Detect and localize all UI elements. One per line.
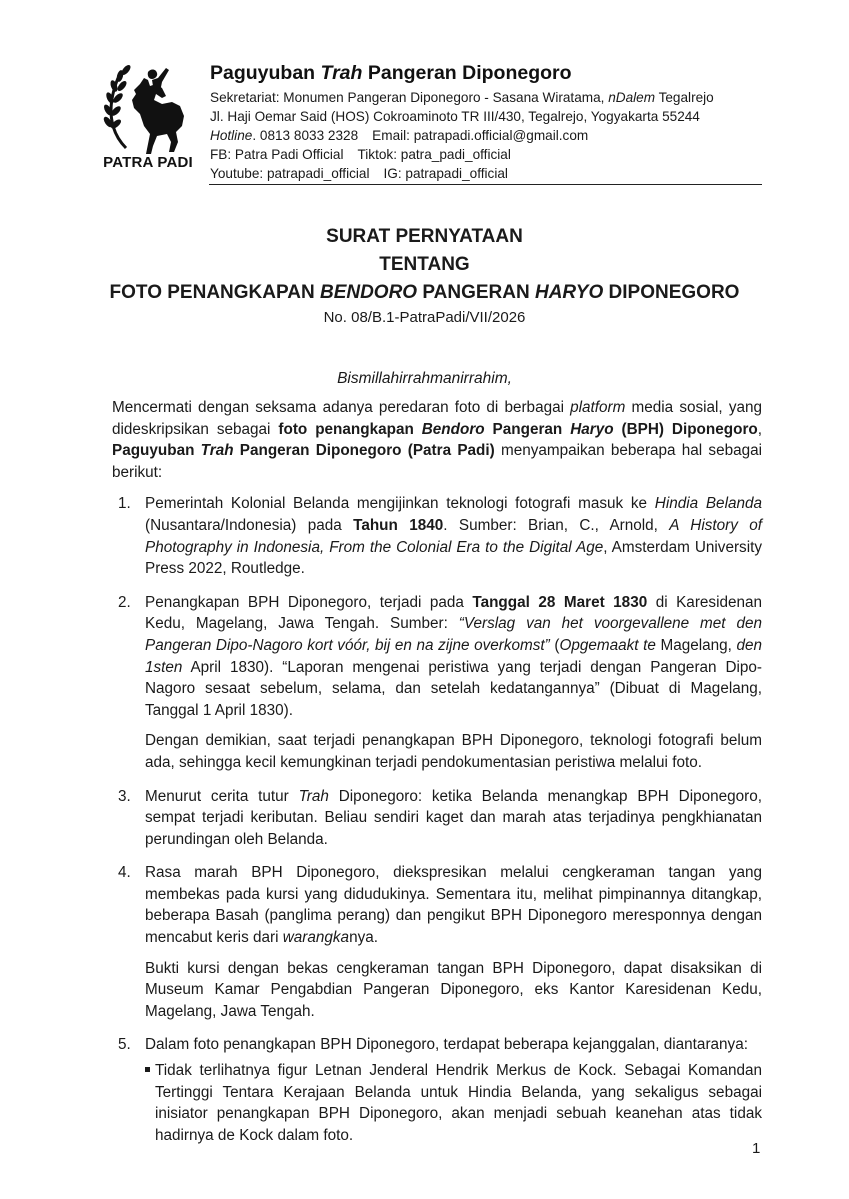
item-text: di Karesidenan Kedu, Magelang, Jawa Tengah. Sumber: bbox=[145, 593, 763, 633]
intro-text: Haryo bbox=[570, 420, 614, 438]
letterhead-divider bbox=[209, 184, 762, 185]
secretariat-text: Tegalrejo bbox=[655, 90, 714, 105]
title-line-2: TENTANG bbox=[379, 254, 470, 275]
hotline-label: Hotline bbox=[210, 128, 253, 143]
intro-text: Paguyuban bbox=[112, 442, 201, 460]
intro-text: Pangeran Diponegoro (Patra Padi) bbox=[233, 442, 495, 460]
item-text: Pemerintah Kolonial Belanda mengijinkan teknologi fotografi masuk ke bbox=[145, 495, 655, 513]
item-text: Tanggal 28 Maret 1830 bbox=[472, 593, 648, 611]
item-number: 5. bbox=[118, 1036, 131, 1054]
secretariat-line bbox=[210, 88, 770, 107]
intro-text: foto penangkapan bbox=[278, 420, 422, 438]
youtube-handle: Youtube: patrapadi_official bbox=[210, 166, 370, 181]
title-line-3 bbox=[0, 279, 849, 307]
item-number: 3. bbox=[118, 787, 131, 805]
sub-bullet-list bbox=[145, 1060, 762, 1146]
statement-list bbox=[112, 493, 762, 1146]
intro-text: , bbox=[757, 420, 762, 438]
intro-text: menyampaikan beberapa hal sebagai berikut: bbox=[112, 442, 762, 481]
item-text: Hindia Belanda bbox=[654, 495, 762, 513]
facebook-handle: FB: Patra Padi Official bbox=[210, 147, 344, 162]
item-text: warangka bbox=[282, 929, 350, 947]
item-text: “Verslag van het voorgevallene met den Pangeran Dipo-Nagoro kort vóór, bij en na zijne overkomst” bbox=[145, 615, 762, 654]
item-text: nya. bbox=[349, 929, 378, 947]
tiktok-handle: Tiktok: patra_padi_official bbox=[357, 147, 511, 162]
item-number: 2. bbox=[118, 593, 131, 611]
item-text: Menurut cerita tutur bbox=[145, 787, 299, 805]
item-text: Magelang, bbox=[655, 636, 737, 654]
document-title bbox=[0, 223, 849, 329]
item-text: April 1830). “Laporan mengenai peristiwa yang terjadi dengan Pangeran Dipo-Nagoro sesaat sebelum, selama, dan setelah kedatangannya” (Dibuat di Magelang, Tanggal 1 April 1830). bbox=[145, 658, 762, 719]
letterhead bbox=[210, 61, 770, 183]
document-number: No. 08/B.1-PatraPadi/VII/2026 bbox=[323, 309, 526, 326]
list-item bbox=[112, 862, 762, 1022]
logo-wordmark: PATRA PADI bbox=[103, 154, 193, 171]
item-text: Diponegoro: ketika Belanda menangkap BPH Diponegoro, sempat terjadi keributan. Beliau sendiri kaget dan marah atas terjadinya pengkhianatan perundingan oleh Belanda. bbox=[145, 787, 762, 848]
org-name-part: Pangeran Diponegoro bbox=[362, 62, 572, 84]
intro-bold bbox=[112, 442, 495, 459]
social-line-2 bbox=[210, 164, 770, 183]
bullet-text: Tidak terlihatnya figur Letnan Jenderal Hendrik Merkus de Kock. Sebagai Komandan Tertinggi Tentara Kerajaan Belanda untuk Hindia Belanda, yang sekaligus sebagai inisiator penangkapan BPH Diponegoro, akan menjadi sebuah keanehan atas tidak hadirnya de Kock dalam foto. bbox=[155, 1062, 762, 1144]
intro-text: Mencermati dengan seksama adanya peredaran foto di berbagai bbox=[112, 399, 571, 416]
secretariat-ndalem: nDalem bbox=[608, 90, 656, 105]
item-text: . Sumber: Brian, C., Arnold, bbox=[443, 516, 670, 534]
org-name-trah: Trah bbox=[320, 62, 363, 84]
intro-text: (BPH) Diponegoro bbox=[613, 420, 758, 438]
instagram-handle: IG: patrapadi_official bbox=[383, 166, 508, 181]
item-text: Opgemaakt te bbox=[559, 636, 656, 654]
org-name-part: Paguyuban bbox=[210, 62, 321, 84]
item-text: ( bbox=[549, 636, 560, 654]
item-number: 1. bbox=[118, 495, 131, 513]
intro-text: Bendoro bbox=[421, 420, 485, 438]
rider-rice-emblem bbox=[96, 62, 200, 154]
contact-line bbox=[210, 126, 770, 145]
title-line-1: SURAT PERNYATAAN bbox=[326, 226, 523, 247]
list-item bbox=[112, 1034, 762, 1146]
item-number: 4. bbox=[118, 864, 131, 882]
title-part: FOTO PENANGKAPAN bbox=[109, 282, 320, 303]
email-address: Email: patrapadi.official@gmail.com bbox=[372, 128, 589, 143]
organization-name bbox=[210, 61, 770, 85]
item-text: A History of Photography in Indonesia, From the Colonial Era to the Digital Age bbox=[145, 516, 762, 556]
address-line: Jl. Haji Oemar Said (HOS) Cokroaminoto TR III/430, Tegalrejo, Yogyakarta 55244 bbox=[210, 109, 700, 124]
intro-paragraph bbox=[112, 397, 762, 483]
intro-text: platform bbox=[570, 399, 626, 416]
item-text: Penangkapan BPH Diponegoro, terjadi pada bbox=[145, 593, 473, 611]
item-text: Tahun 1840 bbox=[353, 516, 444, 534]
item-text: Trah bbox=[298, 787, 329, 805]
hotline-number: . 0813 8033 2328 bbox=[252, 128, 359, 143]
page-number: 1 bbox=[752, 1140, 761, 1157]
bullet-item bbox=[145, 1060, 762, 1146]
item-text: Rasa marah BPH Diponegoro, diekspresikan melalui cengkeraman tangan yang membekas pada kursi yang didudukinya. Sementara itu, melihat pimpinannya ditangkap, beberapa Basah (panglima perang) dan pengikut BPH Diponegoro meresponnya dengan mencabut keris dari bbox=[145, 864, 762, 947]
title-part: DIPONEGORO bbox=[603, 282, 740, 303]
title-part: HARYO bbox=[534, 282, 604, 303]
list-item bbox=[112, 493, 762, 579]
item-continuation: Bukti kursi dengan bekas cengkeraman tangan BPH Diponegoro, dapat disaksikan di Museum Kamar Pengabdian Pangeran Diponegoro, eks Kantor Karesidenan Kedu, Magelang, Jawa Tengah. bbox=[145, 959, 762, 1020]
intro-text: media sosial, yang dideskripsikan sebagai bbox=[112, 399, 762, 438]
secretariat-text: Sekretariat: Monumen Pangeran Diponegoro - Sasana Wiratama, bbox=[210, 90, 609, 105]
intro-text: Pangeran bbox=[484, 420, 571, 438]
list-item bbox=[112, 786, 762, 851]
item-text: den 1sten bbox=[145, 636, 762, 676]
document-body bbox=[112, 397, 762, 1158]
list-item bbox=[112, 592, 762, 774]
intro-bold bbox=[278, 421, 757, 438]
item-text: Dalam foto penangkapan BPH Diponegoro, terdapat beberapa kejanggalan, diantaranya: bbox=[145, 1036, 748, 1054]
item-text: (Nusantara/Indonesia) pada bbox=[145, 516, 354, 534]
title-part: BENDORO bbox=[319, 282, 418, 303]
square-bullet-icon bbox=[145, 1067, 150, 1072]
patra-padi-logo bbox=[96, 62, 200, 178]
item-continuation: Dengan demikian, saat terjadi penangkapan BPH Diponegoro, teknologi fotografi belum ada, sehingga kecil kemungkinan terjadi pendokumentasian peristiwa melalui foto. bbox=[145, 732, 762, 771]
intro-text: Trah bbox=[200, 442, 234, 460]
item-text: , Amsterdam University Press 2022, Routledge. bbox=[145, 538, 763, 578]
social-line-1 bbox=[210, 145, 770, 164]
title-part: PANGERAN bbox=[417, 282, 535, 303]
basmalah: Bismillahirrahmanirrahim, bbox=[337, 370, 512, 387]
